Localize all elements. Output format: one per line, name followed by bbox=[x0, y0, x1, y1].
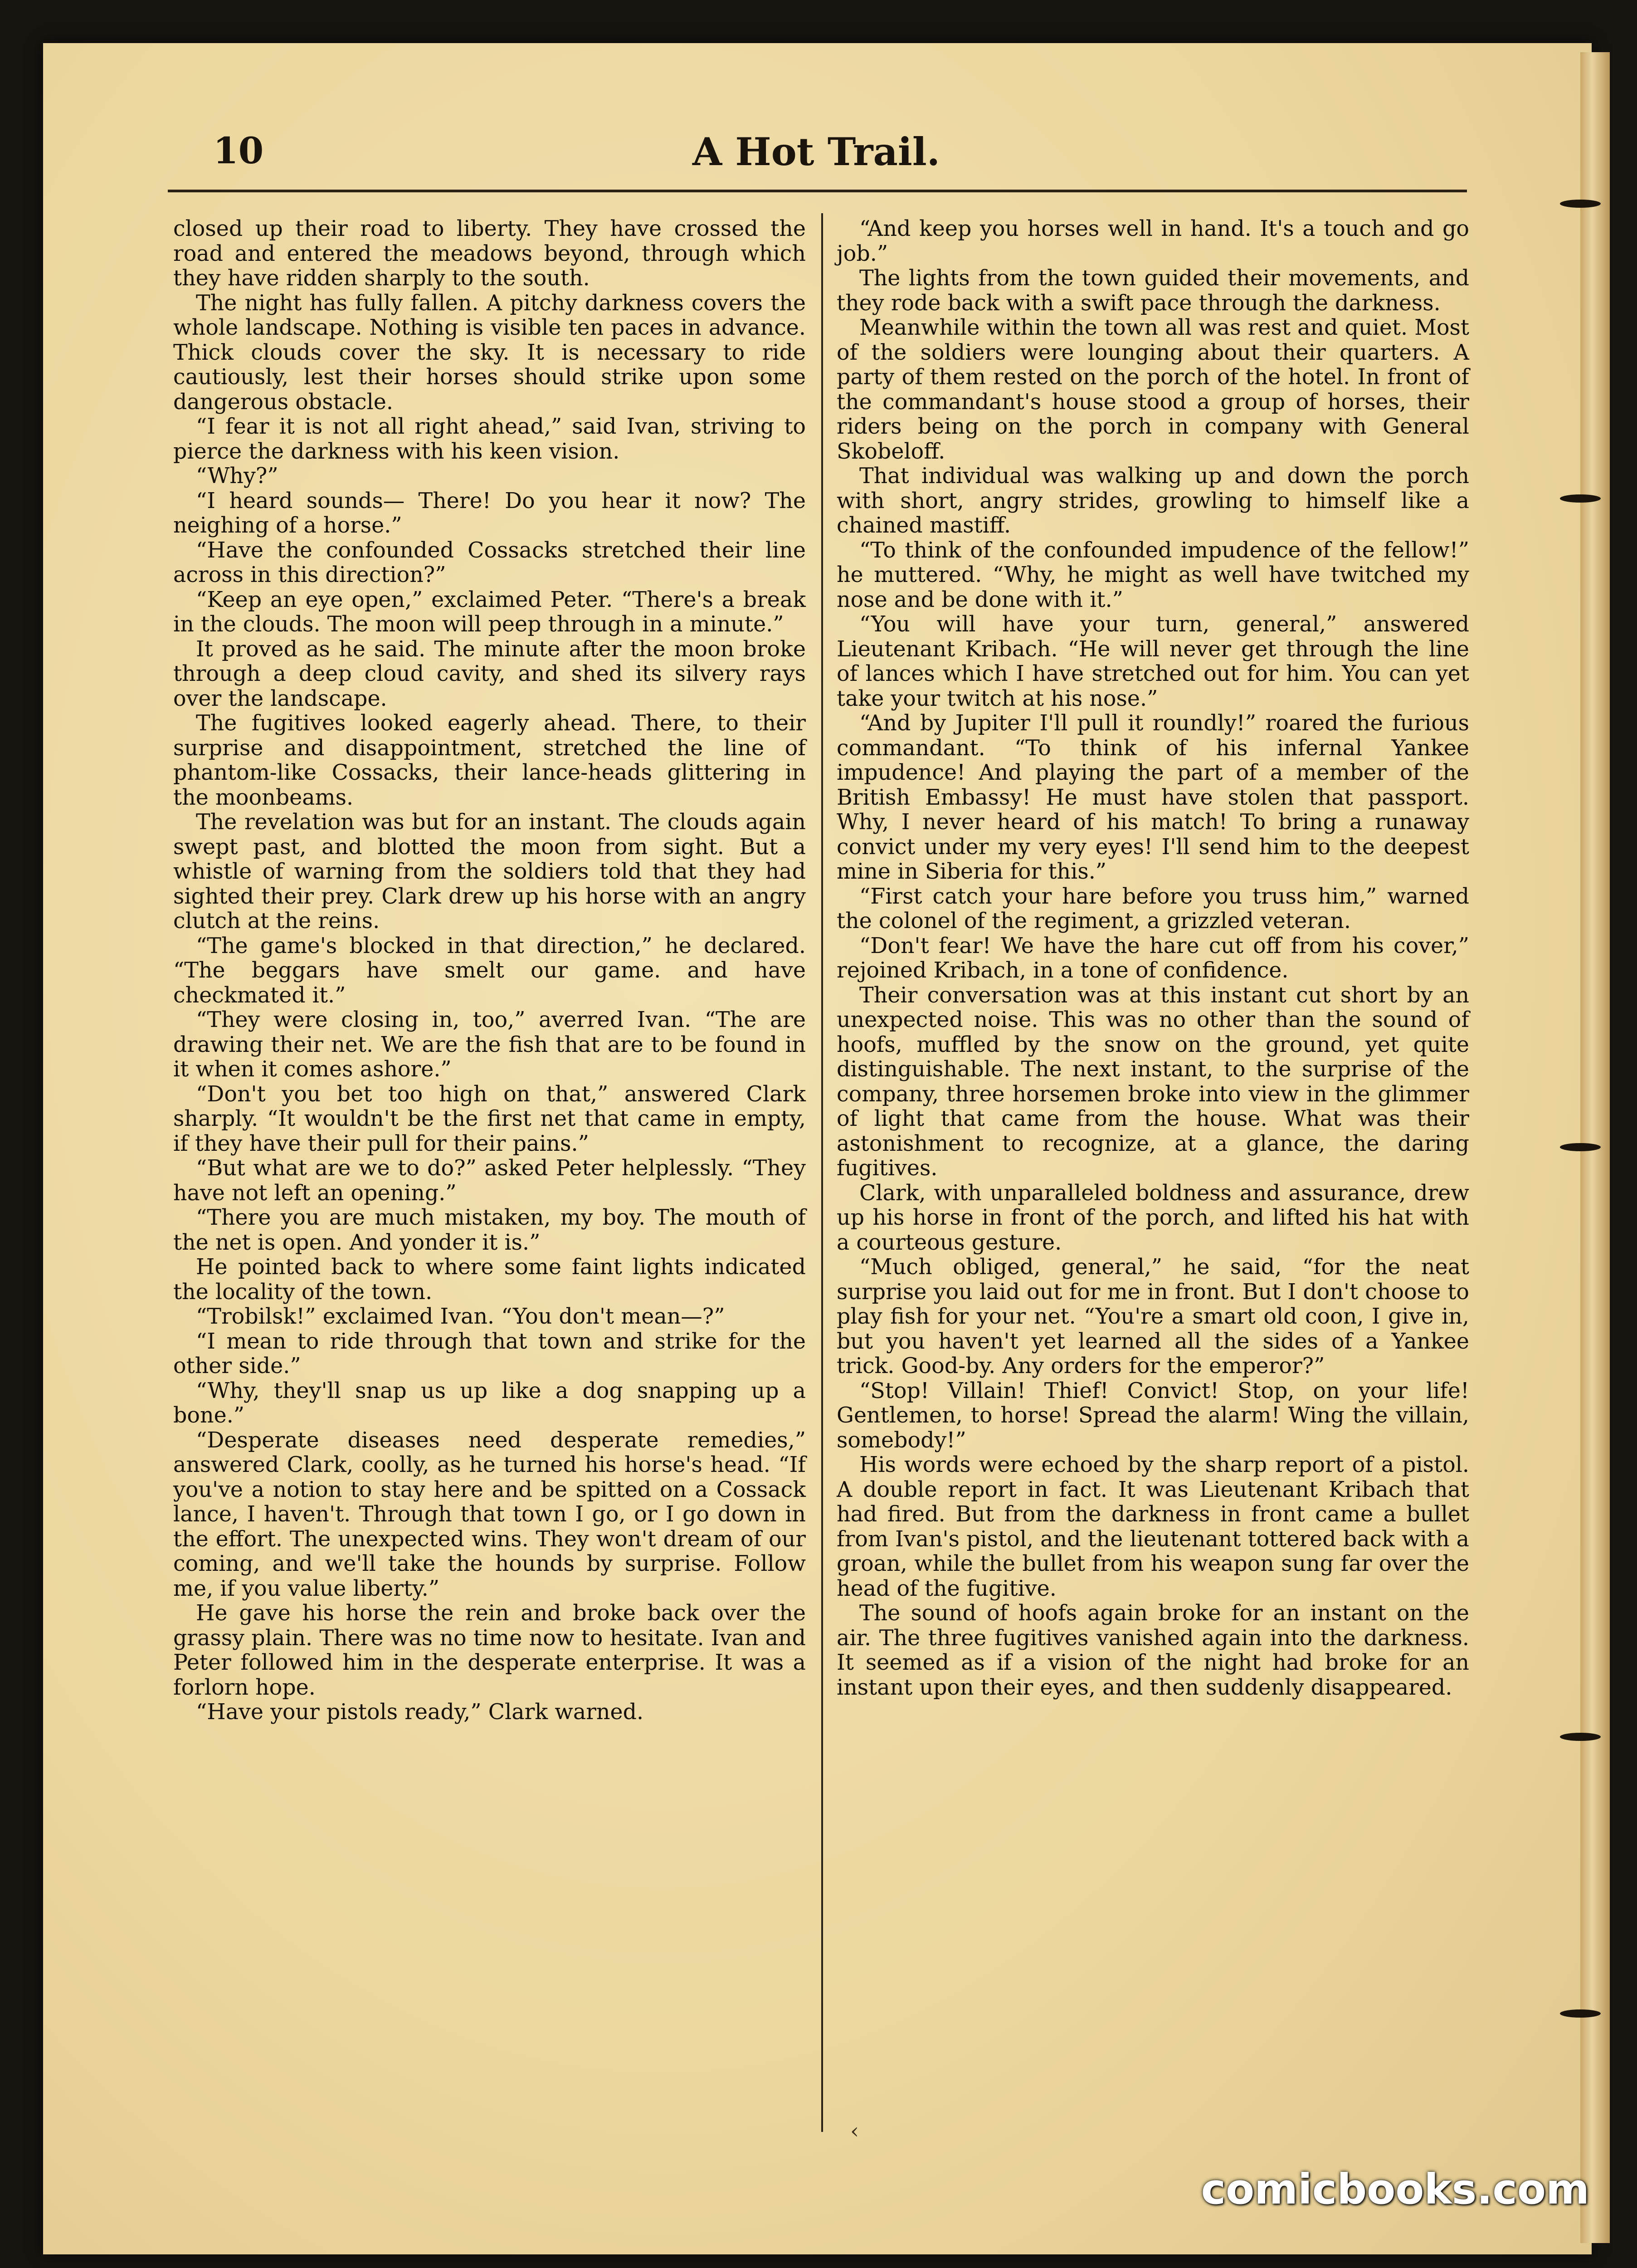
paragraph: The lights from the town guided their movements, and they rode back with a swift pace through the darkness. bbox=[837, 266, 1469, 316]
paragraph: “Trobilsk!” exclaimed Ivan. “You don't mean—?” bbox=[196, 1304, 725, 1329]
paragraph: The sound of hoofs again broke for an instant on the air. The three fugitives vanished again into the darkness. It seemed as if a vision of the night had broke for an instant upon their eyes, and then suddenly disappeared. bbox=[837, 1601, 1469, 1700]
paragraph: closed up their road to liberty. They have crossed the road and entered the meadows beyond, through which they have ridden sharply to the south. bbox=[173, 216, 806, 291]
paragraph: “Have the confounded Cossacks stretched their line across in this direction?” bbox=[173, 538, 806, 587]
paragraph: “The game's blocked in that direction,” he declared. “The beggars have smelt our game. and have checkmated it.” bbox=[173, 933, 806, 1008]
paragraph: “Have your pistols ready,” Clark warned. bbox=[196, 1700, 644, 1725]
paragraph: Meanwhile within the town all was rest and quiet. Most of the soldiers were lounging about their quarters. A party of them rested on the porch of the hotel. In front of the commandant's house stood a group of horses, their riders being on the porch in company with General Skobeloff. bbox=[837, 315, 1469, 464]
header-rule bbox=[168, 190, 1467, 192]
paragraph: “But what are we to do?” asked Peter helplessly. “They have not left an opening.” bbox=[173, 1156, 806, 1206]
paragraph: Clark, with unparalleled boldness and assurance, drew up his horse in front of the porch, and lifted his hat with a courteous gesture. bbox=[837, 1180, 1469, 1255]
paragraph: “And keep you horses well in hand. It's a touch and go job.” bbox=[837, 216, 1469, 266]
paragraph: “Why, they'll snap us up like a dog snapping up a bone.” bbox=[173, 1378, 806, 1428]
binding-stitch bbox=[1560, 2009, 1601, 2018]
right-text-column bbox=[837, 217, 1469, 1700]
paragraph: “And by Jupiter I'll pull it roundly!” roared the furious commandant. “To think of his infernal Yankee impudence! And playing the part of a member of the British Embassy! He must have stolen that passport. Why, I never heard of his match! To bring a runaway convict under my very eyes! I'll send him to the deepest mine in Siberia for this.” bbox=[837, 711, 1469, 884]
bottom-mark: ‹ bbox=[850, 2118, 859, 2144]
paragraph: That individual was walking up and down the porch with short, angry strides, growling to himself like a chained mastiff. bbox=[837, 464, 1469, 538]
paragraph: He gave his horse the rein and broke back over the grassy plain. There was no time now to hesitate. Ivan and Peter followed him in the desperate enterprise. It was a forlorn hope. bbox=[173, 1601, 806, 1700]
paragraph: “Keep an eye open,” exclaimed Peter. “There's a break in the clouds. The moon will peep through in a minute.” bbox=[173, 587, 806, 637]
paragraph: “Stop! Villain! Thief! Convict! Stop, on your life! Gentlemen, to horse! Spread the alarm! Wing the villain, somebody!” bbox=[837, 1378, 1469, 1453]
paragraph: The fugitives looked eagerly ahead. There, to their surprise and disappointment, stretched the line of phantom-like Cossacks, their lance-heads glittering in the moonbeams. bbox=[173, 711, 806, 810]
paragraph: His words were echoed by the sharp report of a pistol. A double report in fact. It was Lieutenant Kribach that had fired. But from the darkness in front came a bullet from Ivan's pistol, and the lieutenant tottered back with a groan, while the bullet from his weapon sung far over the head of the fugitive. bbox=[837, 1452, 1469, 1601]
paragraph: “I fear it is not all right ahead,” said Ivan, striving to pierce the darkness with his keen vision. bbox=[173, 414, 806, 464]
paragraph: It proved as he said. The minute after the moon broke through a deep cloud cavity, and shed its silvery rays over the landscape. bbox=[173, 636, 806, 711]
column-divider bbox=[821, 213, 823, 2132]
paragraph: “There you are much mistaken, my boy. The mouth of the net is open. And yonder it is.” bbox=[173, 1205, 806, 1255]
paragraph: He pointed back to where some faint lights indicated the locality of the town. bbox=[173, 1255, 806, 1305]
paragraph: “You will have your turn, general,” answered Lieutenant Kribach. “He will never get through the line of lances which I have stretched out for him. You can yet take your twitch at his nose.” bbox=[837, 612, 1469, 711]
paragraph: “I heard sounds— There! Do you hear it now? The neighing of a horse.” bbox=[173, 488, 806, 538]
paragraph: “Desperate diseases need desperate remedies,” answered Clark, coolly, as he turned his horse's head. “If you've a notion to stay here and be spitted on a Cossack lance, I haven't. Through that town I go, or I go down in the effort. The unexpected wins. They won't dream of our coming, and we'll take the hounds by surprise. Follow me, if you value liberty.” bbox=[173, 1427, 806, 1601]
paragraph: “Don't you bet too high on that,” answered Clark sharply. “It wouldn't be the first net that came in empty, if they have their pull for their pains.” bbox=[173, 1081, 806, 1156]
paragraph: “Why?” bbox=[196, 464, 278, 489]
page-header bbox=[168, 129, 1465, 184]
paragraph: “To think of the confounded impudence of the fellow!” he muttered. “Why, he might as well have twitched my nose and be done with it.” bbox=[837, 538, 1469, 612]
watermark: comicbooks.com bbox=[1201, 2165, 1589, 2214]
paragraph: “Much obliged, general,” he said, “for the neat surprise you laid out for me in front. But I don't choose to play fish for your net. “You're a smart old coon, I give in, but you haven't yet learned all the sides of a Yankee trick. Good-by. Any orders for the emperor?” bbox=[837, 1255, 1469, 1378]
binding-stitch bbox=[1560, 1733, 1601, 1741]
paragraph: “I mean to ride through that town and strike for the other side.” bbox=[173, 1329, 806, 1378]
left-text-column bbox=[173, 217, 806, 1725]
paragraph: “First catch your hare before you truss him,” warned the colonel of the regiment, a grizzled veteran. bbox=[837, 884, 1469, 934]
paragraph: The night has fully fallen. A pitchy darkness covers the whole landscape. Nothing is visible ten paces in advance. Thick clouds cover the sky. It is necessary to ride cautiously, lest their horses should strike upon some dangerous obstacle. bbox=[173, 290, 806, 415]
running-title: A Hot Trail. bbox=[692, 129, 940, 174]
page-number: 10 bbox=[213, 129, 264, 172]
paragraph: “They were closing in, too,” averred Ivan. “The are drawing their net. We are the fish that are to be found in it when it comes ashore.” bbox=[173, 1007, 806, 1082]
binding-stitch bbox=[1560, 1143, 1601, 1151]
binding-stitch bbox=[1560, 200, 1601, 208]
paragraph: The revelation was but for an instant. The clouds again swept past, and blotted the moon from sight. But a whistle of warning from the soldiers told that they had sighted their prey. Clark drew up his horse with an angry clutch at the reins. bbox=[173, 810, 806, 934]
paragraph: “Don't fear! We have the hare cut off from his cover,” rejoined Kribach, in a tone of confidence. bbox=[837, 933, 1469, 983]
paragraph: Their conversation was at this instant cut short by an unexpected noise. This was no other than the sound of hoofs, muffled by the snow on the ground, yet quite distinguishable. The next instant, to the surprise of the company, three horsemen broke into view in the glimmer of light that came from the house. What was their astonishment to recognize, at a glance, the daring fugitives. bbox=[837, 982, 1469, 1181]
binding-stitch bbox=[1560, 494, 1601, 503]
